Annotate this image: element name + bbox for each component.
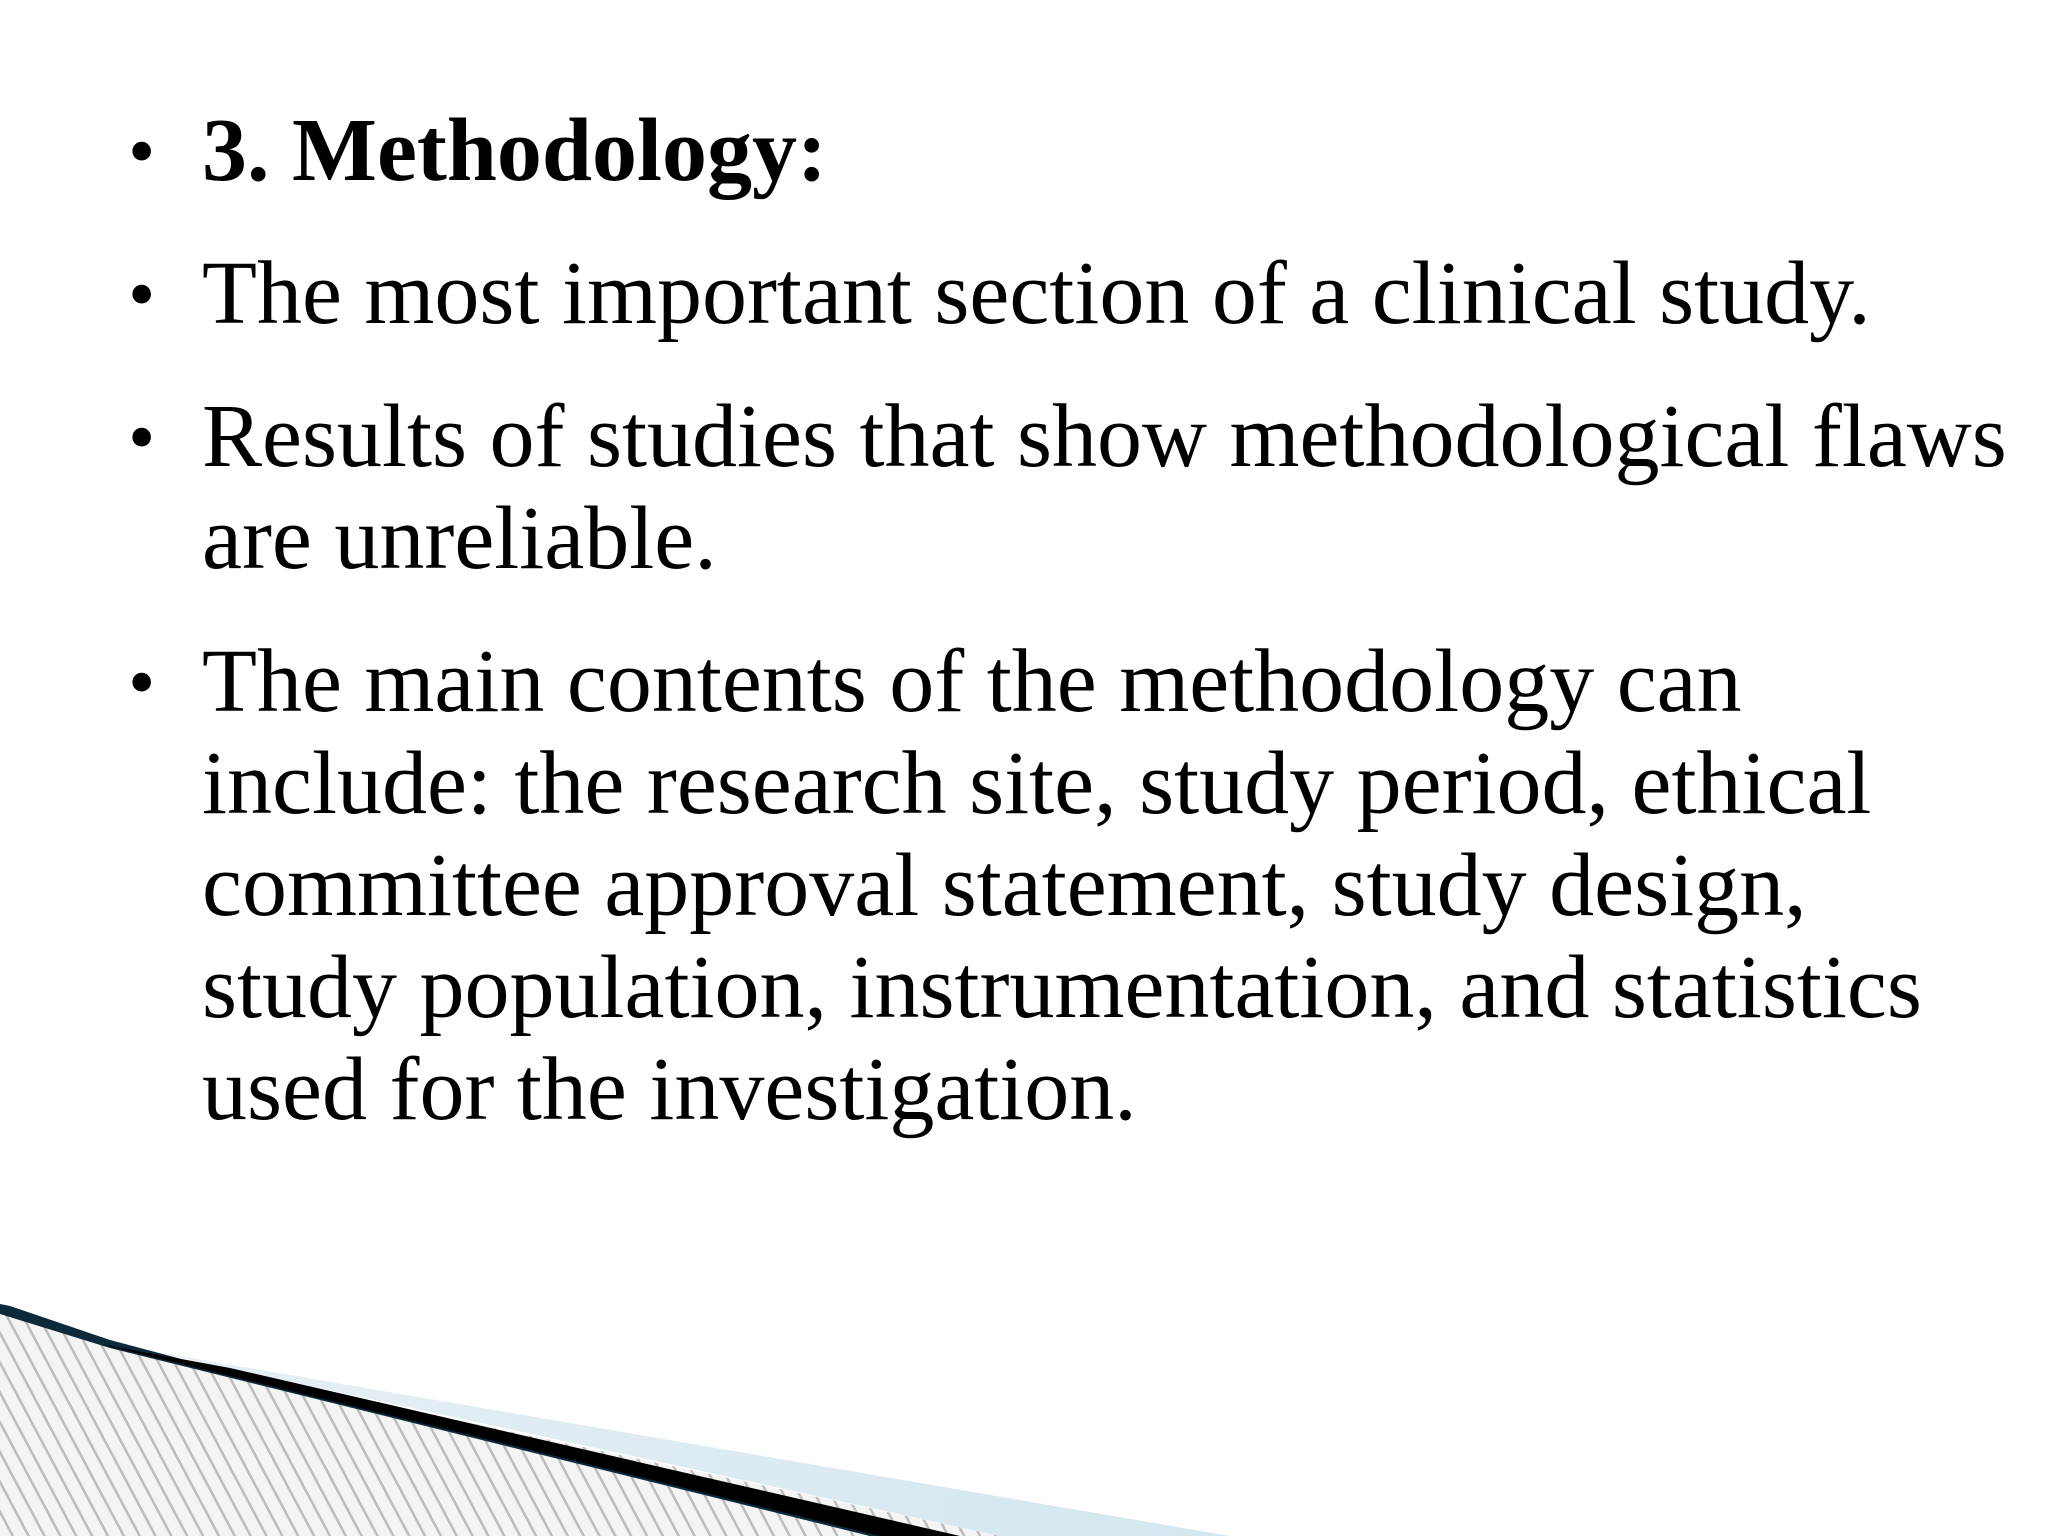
bullet-item (128, 386, 2008, 590)
bullet-item-heading (128, 100, 2008, 202)
bullet-item (128, 631, 2008, 1141)
bullet-marker: • (128, 638, 156, 725)
bullet-marker: • (128, 107, 156, 194)
bullet-list (128, 100, 2008, 1182)
bullet-text: The main contents of the methodology can include: the research site, study period, ethical committee approval statement, study design, study population, instrumentation, and statistics used for the investigation. (202, 632, 1922, 1139)
bullet-text: Results of studies that show methodological flaws are unreliable. (202, 387, 2007, 588)
section-heading: 3. Methodology: (202, 101, 827, 200)
decorative-corner-graphic (0, 1276, 2048, 1536)
bullet-item (128, 243, 2008, 345)
bullet-marker: • (128, 393, 156, 480)
bullet-marker: • (128, 250, 156, 337)
bullet-text: The most important section of a clinical study. (202, 244, 1871, 343)
